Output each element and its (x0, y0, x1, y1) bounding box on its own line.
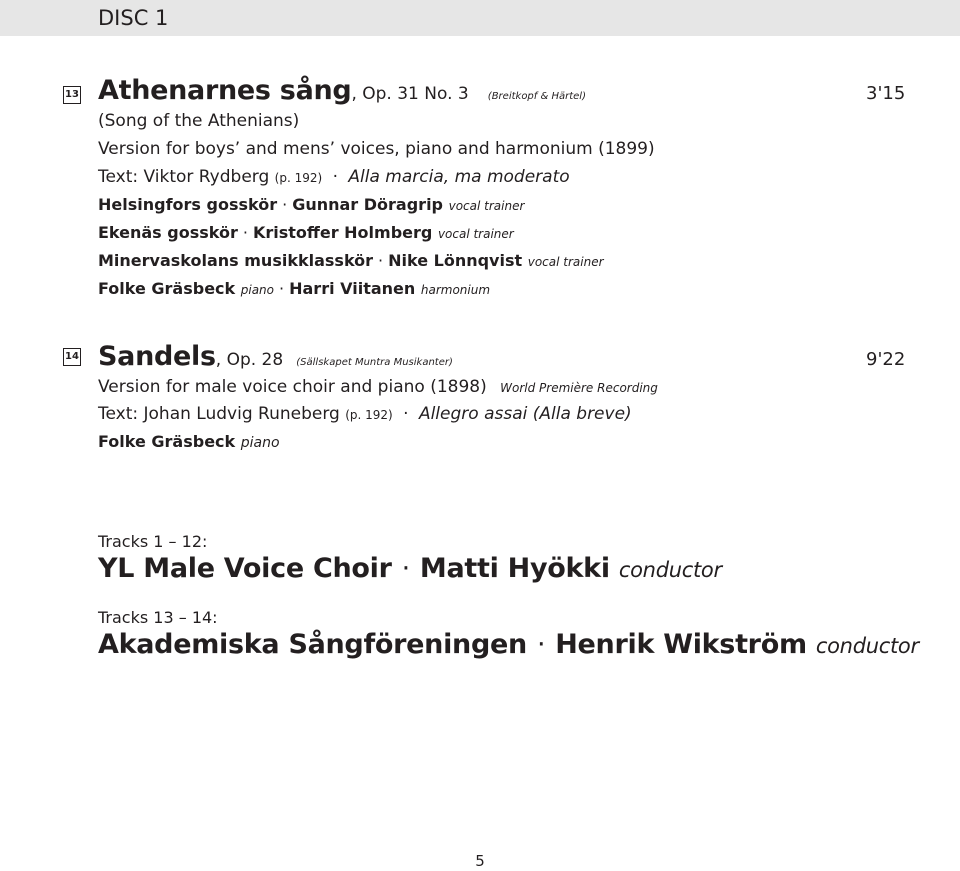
conductor-role: conductor (618, 558, 722, 582)
disc-label: DISC 1 (98, 6, 169, 30)
track-13-text-line (98, 166, 570, 189)
track-13-performer-line (98, 250, 604, 273)
ensemble-line (98, 553, 722, 584)
separator-dot: · (332, 167, 338, 187)
track-13-performer-line (98, 222, 514, 245)
track-14-text-line (98, 403, 632, 426)
performer-role: piano (240, 435, 280, 451)
separator-dot: · (282, 195, 288, 214)
performer-name: Minervaskolans musikklasskör (98, 251, 374, 270)
track-14-title: Sandels (98, 341, 216, 372)
conductor-name: Matti Hyökki (419, 553, 610, 584)
separator-dot: · (279, 279, 285, 298)
track-14-tempo: Allegro assai (Alla breve) (418, 404, 632, 424)
track-14-version-note: World Première Recording (500, 381, 658, 395)
disc-header-bar (0, 0, 960, 36)
performer-name: Helsingfors gosskör (98, 195, 278, 214)
track-13-version: Version for boys’ and mens’ voices, piano and harmonium (1899) (98, 139, 655, 159)
performer-role: piano (240, 283, 275, 297)
performer-name: Kristoffer Holmberg (252, 223, 433, 242)
track-14-opus: , Op. 28 (215, 350, 284, 370)
separator-dot: · (536, 629, 546, 660)
track-13-title: Athenarnes sång (98, 75, 352, 106)
track-13-performer-line (98, 278, 490, 301)
track-13-text-author: Text: Viktor Rydberg (98, 167, 270, 187)
ensemble-name: Akademiska Sångföreningen (98, 629, 527, 660)
track-14-text-author: Text: Johan Ludvig Runeberg (98, 404, 340, 424)
track-14-publisher: (Sällskapet Muntra Musikanter) (296, 357, 453, 368)
performer-name: Nike Lönnqvist (388, 251, 523, 270)
track-13-subtitle: (Song of the Athenians) (98, 111, 300, 131)
track-14-page-ref: (p. 192) (345, 408, 393, 422)
performer-name: Harri Viitanen (289, 279, 416, 298)
track-14-version: Version for male voice choir and piano (1898) (98, 377, 487, 397)
track-13-opus: , Op. 31 No. 3 (351, 84, 469, 104)
track-13-page-ref: (p. 192) (274, 171, 323, 185)
performer-role: harmonium (420, 283, 491, 297)
separator-dot: · (242, 223, 248, 242)
page-number: 5 (475, 852, 485, 870)
performer-name: Ekenäs gosskör (98, 223, 238, 242)
separator-dot: · (401, 553, 410, 584)
performer-role: vocal trainer (527, 255, 604, 269)
track-number-13: 13 (63, 86, 81, 104)
track-14-performer-line (98, 431, 280, 454)
track-13-publisher: (Breitkopf & Härtel) (487, 91, 586, 102)
performer-name: Folke Gräsbeck (98, 432, 236, 451)
conductor-name: Henrik Wikström (555, 629, 807, 660)
conductor-role: conductor (815, 634, 919, 658)
track-number-14: 14 (63, 348, 81, 366)
track-14-version-line (98, 376, 658, 399)
performer-role: vocal trainer (448, 199, 525, 213)
track-14-duration: 9'22 (866, 349, 906, 370)
separator-dot: · (378, 251, 384, 270)
ensemble-line (98, 629, 919, 660)
performer-name: Gunnar Döragrip (292, 195, 444, 214)
separator-dot: · (403, 404, 409, 424)
track-13-duration: 3'15 (866, 83, 906, 104)
ensemble-tracks-label: Tracks 1 – 12: (98, 532, 208, 551)
ensemble-tracks-label: Tracks 13 – 14: (98, 608, 218, 627)
track-13-tempo: Alla marcia, ma moderato (348, 167, 570, 187)
performer-name: Folke Gräsbeck (98, 279, 236, 298)
track-13-performer-line (98, 194, 524, 217)
performer-role: vocal trainer (437, 227, 514, 241)
ensemble-name: YL Male Voice Choir (98, 553, 392, 584)
